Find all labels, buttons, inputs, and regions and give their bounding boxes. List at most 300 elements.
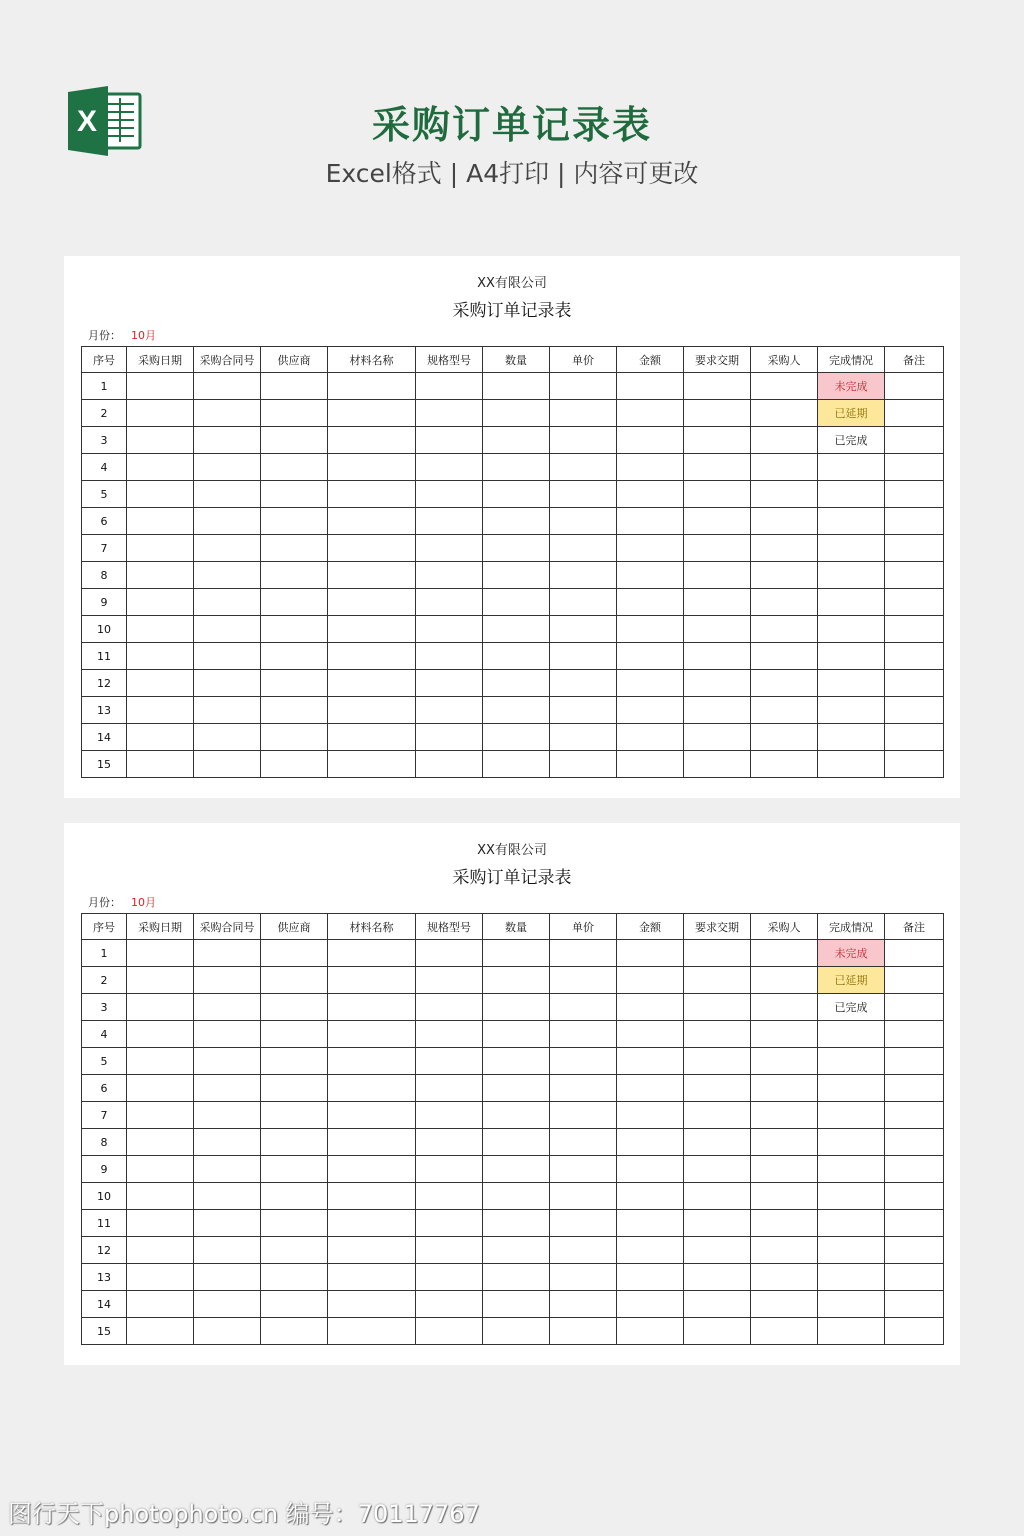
row-number: 3 <box>82 427 127 454</box>
table-cell <box>194 508 261 535</box>
status-badge: 已完成 <box>818 427 885 454</box>
column-header: 完成情况 <box>818 914 885 940</box>
table-cell <box>885 1210 944 1237</box>
table-cell <box>617 400 684 427</box>
row-number: 6 <box>82 1075 127 1102</box>
table-cell <box>550 1318 617 1345</box>
table-cell <box>550 373 617 400</box>
table-cell <box>818 724 885 751</box>
table-cell <box>818 643 885 670</box>
table-cell <box>127 697 194 724</box>
table-row <box>82 994 944 1021</box>
table-cell <box>261 1237 328 1264</box>
table-cell <box>194 1129 261 1156</box>
table-cell <box>751 562 818 589</box>
row-number: 12 <box>82 1237 127 1264</box>
table-cell <box>416 1021 483 1048</box>
table-cell <box>550 1129 617 1156</box>
table-cell <box>818 562 885 589</box>
table-cell <box>261 1183 328 1210</box>
table-row <box>82 427 944 454</box>
table-cell <box>194 400 261 427</box>
table-cell <box>194 940 261 967</box>
table-cell <box>751 1183 818 1210</box>
table-cell <box>751 373 818 400</box>
table-cell <box>483 670 550 697</box>
row-number: 4 <box>82 454 127 481</box>
table-cell <box>684 616 751 643</box>
table-cell <box>550 427 617 454</box>
table-cell <box>261 481 328 508</box>
table-row <box>82 1237 944 1264</box>
table-cell <box>483 1129 550 1156</box>
table-cell <box>617 670 684 697</box>
table-cell <box>550 589 617 616</box>
table-cell <box>617 373 684 400</box>
table-cell <box>328 994 416 1021</box>
table-cell <box>684 697 751 724</box>
table-cell <box>751 454 818 481</box>
column-header: 金额 <box>617 347 684 373</box>
table-cell <box>416 697 483 724</box>
table-cell <box>550 616 617 643</box>
table-cell <box>261 1129 328 1156</box>
table-cell <box>751 1264 818 1291</box>
table-cell <box>328 940 416 967</box>
table-cell <box>483 1048 550 1075</box>
table-cell <box>550 670 617 697</box>
row-number: 15 <box>82 1318 127 1345</box>
table-cell <box>550 994 617 1021</box>
column-header: 采购合同号 <box>194 914 261 940</box>
table-cell <box>617 1102 684 1129</box>
table-cell <box>751 1156 818 1183</box>
table-cell <box>885 724 944 751</box>
table-cell <box>885 589 944 616</box>
table-cell <box>550 1021 617 1048</box>
status-badge: 已完成 <box>818 994 885 1021</box>
table-cell <box>194 1102 261 1129</box>
table-cell <box>328 1237 416 1264</box>
table-cell <box>416 994 483 1021</box>
table-cell <box>127 427 194 454</box>
table-cell <box>751 994 818 1021</box>
table-cell <box>194 967 261 994</box>
table-cell <box>617 1129 684 1156</box>
table-cell <box>617 643 684 670</box>
table-cell <box>328 1048 416 1075</box>
table-cell <box>416 1156 483 1183</box>
column-header: 单价 <box>550 914 617 940</box>
table-cell <box>751 1075 818 1102</box>
table-cell <box>261 535 328 562</box>
table-cell <box>550 535 617 562</box>
table-cell <box>416 1075 483 1102</box>
month-label: 月份： <box>88 329 121 342</box>
table-header-row <box>82 914 944 940</box>
column-header: 要求交期 <box>684 914 751 940</box>
watermark: 图行天下photophoto.cn 编号：70117767 <box>8 1500 480 1528</box>
table-cell <box>684 1075 751 1102</box>
table-cell <box>261 1291 328 1318</box>
table-cell <box>483 697 550 724</box>
table-cell <box>127 1129 194 1156</box>
table-cell <box>550 1264 617 1291</box>
table-cell <box>483 616 550 643</box>
table-row <box>82 751 944 778</box>
table-cell <box>885 643 944 670</box>
row-number: 8 <box>82 1129 127 1156</box>
table-cell <box>127 1156 194 1183</box>
table-cell <box>617 751 684 778</box>
table-cell <box>818 670 885 697</box>
table-cell <box>194 1210 261 1237</box>
table-cell <box>483 427 550 454</box>
table-cell <box>416 373 483 400</box>
table-cell <box>617 454 684 481</box>
table-cell <box>751 940 818 967</box>
table-row <box>82 508 944 535</box>
table-cell <box>416 1264 483 1291</box>
table-cell <box>483 1210 550 1237</box>
table-cell <box>617 508 684 535</box>
table-cell <box>818 1075 885 1102</box>
table-cell <box>483 1291 550 1318</box>
table-cell <box>617 967 684 994</box>
table-cell <box>328 967 416 994</box>
table-cell <box>127 1075 194 1102</box>
table-cell <box>328 562 416 589</box>
table-cell <box>818 1183 885 1210</box>
logo-letter: X <box>76 105 98 138</box>
table-cell <box>617 1210 684 1237</box>
company-name: XX有限公司 <box>477 843 547 858</box>
table-cell <box>261 589 328 616</box>
column-header: 备注 <box>885 347 944 373</box>
table-cell <box>194 1264 261 1291</box>
table-cell <box>684 1210 751 1237</box>
table-cell <box>885 994 944 1021</box>
table-cell <box>483 1237 550 1264</box>
table-cell <box>818 589 885 616</box>
table-cell <box>127 994 194 1021</box>
table-cell <box>751 508 818 535</box>
table-cell <box>617 1318 684 1345</box>
column-header: 采购人 <box>751 347 818 373</box>
table-cell <box>684 481 751 508</box>
table-cell <box>416 1318 483 1345</box>
table-cell <box>684 967 751 994</box>
table-cell <box>416 751 483 778</box>
table-cell <box>550 508 617 535</box>
table-cell <box>328 1102 416 1129</box>
table-cell <box>483 373 550 400</box>
table-cell <box>885 670 944 697</box>
row-number: 1 <box>82 940 127 967</box>
row-number: 7 <box>82 535 127 562</box>
column-header: 数量 <box>483 347 550 373</box>
table-cell <box>483 481 550 508</box>
table-cell <box>684 1183 751 1210</box>
table-cell <box>751 967 818 994</box>
row-number: 11 <box>82 1210 127 1237</box>
table-cell <box>127 1210 194 1237</box>
table-cell <box>751 1129 818 1156</box>
table-cell <box>818 481 885 508</box>
table-cell <box>684 508 751 535</box>
table-cell <box>194 724 261 751</box>
table-cell <box>127 1318 194 1345</box>
table-row <box>82 1021 944 1048</box>
column-header: 采购合同号 <box>194 347 261 373</box>
table-cell <box>550 697 617 724</box>
table-cell <box>328 724 416 751</box>
column-header: 材料名称 <box>328 914 416 940</box>
column-header: 规格型号 <box>416 914 483 940</box>
table-cell <box>684 940 751 967</box>
sheet-preview-2 <box>64 823 960 1365</box>
table-row <box>82 1318 944 1345</box>
table-cell <box>684 589 751 616</box>
table-cell <box>483 1102 550 1129</box>
table-cell <box>550 562 617 589</box>
table-cell <box>550 1291 617 1318</box>
table-cell <box>818 697 885 724</box>
table-cell <box>617 481 684 508</box>
table-cell <box>194 562 261 589</box>
table-cell <box>550 940 617 967</box>
table-cell <box>261 940 328 967</box>
table-cell <box>550 481 617 508</box>
table-cell <box>483 1075 550 1102</box>
table-cell <box>483 562 550 589</box>
table-cell <box>684 1048 751 1075</box>
table-cell <box>885 1129 944 1156</box>
table-row <box>82 400 944 427</box>
table-cell <box>483 1021 550 1048</box>
table-cell <box>328 1318 416 1345</box>
table-cell <box>617 616 684 643</box>
table-row <box>82 1264 944 1291</box>
table-cell <box>818 1237 885 1264</box>
table-cell <box>261 1264 328 1291</box>
table-cell <box>416 724 483 751</box>
table-cell <box>194 1237 261 1264</box>
table-cell <box>617 1021 684 1048</box>
table-cell <box>416 427 483 454</box>
table-cell <box>684 1129 751 1156</box>
table-row <box>82 967 944 994</box>
table-cell <box>127 1021 194 1048</box>
table-cell <box>751 481 818 508</box>
table-cell <box>751 535 818 562</box>
table-cell <box>194 697 261 724</box>
table-cell <box>127 1102 194 1129</box>
table-cell <box>684 751 751 778</box>
table-cell <box>617 1048 684 1075</box>
table-row <box>82 697 944 724</box>
table-cell <box>194 589 261 616</box>
row-number: 13 <box>82 1264 127 1291</box>
table-cell <box>617 1075 684 1102</box>
table-cell <box>885 400 944 427</box>
table-cell <box>684 994 751 1021</box>
table-cell <box>483 940 550 967</box>
table-cell <box>194 751 261 778</box>
table-cell <box>617 535 684 562</box>
table-cell <box>261 1021 328 1048</box>
table-cell <box>550 454 617 481</box>
table-cell <box>127 481 194 508</box>
table-cell <box>751 1291 818 1318</box>
table-cell <box>416 1129 483 1156</box>
row-number: 7 <box>82 1102 127 1129</box>
table-cell <box>684 1156 751 1183</box>
table-cell <box>127 751 194 778</box>
table-row <box>82 670 944 697</box>
table-cell <box>818 1102 885 1129</box>
row-number: 9 <box>82 1156 127 1183</box>
table-cell <box>617 1237 684 1264</box>
table-cell <box>885 1156 944 1183</box>
table-cell <box>261 616 328 643</box>
table-cell <box>416 670 483 697</box>
table-cell <box>483 643 550 670</box>
table-row <box>82 643 944 670</box>
table-row <box>82 616 944 643</box>
table-cell <box>550 400 617 427</box>
sheet-title: 采购订单记录表 <box>452 868 572 888</box>
table-row <box>82 535 944 562</box>
table-cell <box>261 724 328 751</box>
table-cell <box>194 670 261 697</box>
column-header: 数量 <box>483 914 550 940</box>
table-cell <box>483 508 550 535</box>
table-cell <box>617 1156 684 1183</box>
table-row <box>82 1075 944 1102</box>
table-cell <box>416 1210 483 1237</box>
table-cell <box>416 562 483 589</box>
table-cell <box>617 697 684 724</box>
table-cell <box>328 1291 416 1318</box>
table-cell <box>818 508 885 535</box>
order-table <box>81 913 944 1345</box>
table-cell <box>328 1264 416 1291</box>
company-name: XX有限公司 <box>477 276 547 291</box>
table-cell <box>261 400 328 427</box>
row-number: 6 <box>82 508 127 535</box>
table-cell <box>261 697 328 724</box>
table-cell <box>127 1183 194 1210</box>
table-cell <box>885 373 944 400</box>
table-row <box>82 481 944 508</box>
row-number: 3 <box>82 994 127 1021</box>
table-cell <box>751 724 818 751</box>
table-cell <box>127 1237 194 1264</box>
order-table <box>81 346 944 778</box>
table-cell <box>416 1183 483 1210</box>
table-cell <box>127 508 194 535</box>
table-cell <box>483 967 550 994</box>
row-number: 9 <box>82 589 127 616</box>
table-cell <box>885 967 944 994</box>
table-cell <box>751 589 818 616</box>
table-cell <box>127 670 194 697</box>
table-cell <box>751 697 818 724</box>
table-cell <box>684 670 751 697</box>
column-header: 金额 <box>617 914 684 940</box>
table-row <box>82 589 944 616</box>
table-cell <box>416 400 483 427</box>
table-cell <box>261 1156 328 1183</box>
table-cell <box>328 589 416 616</box>
table-cell <box>261 454 328 481</box>
row-number: 14 <box>82 724 127 751</box>
table-cell <box>194 1021 261 1048</box>
table-cell <box>261 1318 328 1345</box>
table-cell <box>885 508 944 535</box>
table-cell <box>261 1075 328 1102</box>
table-cell <box>194 1075 261 1102</box>
month-value: 10月 <box>131 329 156 342</box>
status-badge: 已延期 <box>818 967 885 994</box>
table-cell <box>483 454 550 481</box>
table-cell <box>818 1129 885 1156</box>
table-cell <box>684 1237 751 1264</box>
row-number: 5 <box>82 1048 127 1075</box>
table-cell <box>261 1048 328 1075</box>
month-row <box>88 327 156 343</box>
table-cell <box>328 508 416 535</box>
table-cell <box>127 643 194 670</box>
table-cell <box>127 1048 194 1075</box>
column-header: 要求交期 <box>684 347 751 373</box>
table-row <box>82 1210 944 1237</box>
table-cell <box>483 1264 550 1291</box>
table-cell <box>684 1318 751 1345</box>
table-row <box>82 562 944 589</box>
table-cell <box>261 562 328 589</box>
row-number: 14 <box>82 1291 127 1318</box>
column-header: 采购日期 <box>127 347 194 373</box>
table-cell <box>127 535 194 562</box>
table-cell <box>328 481 416 508</box>
table-cell <box>885 535 944 562</box>
column-header: 供应商 <box>261 347 328 373</box>
column-header: 供应商 <box>261 914 328 940</box>
table-cell <box>328 1129 416 1156</box>
table-cell <box>416 589 483 616</box>
table-row <box>82 1129 944 1156</box>
table-cell <box>416 967 483 994</box>
month-label: 月份： <box>88 896 121 909</box>
row-number: 10 <box>82 616 127 643</box>
table-cell <box>684 373 751 400</box>
table-cell <box>328 1021 416 1048</box>
table-cell <box>751 427 818 454</box>
table-cell <box>550 1048 617 1075</box>
table-cell <box>885 1183 944 1210</box>
table-cell <box>194 1156 261 1183</box>
table-cell <box>885 1264 944 1291</box>
table-cell <box>885 1048 944 1075</box>
table-row <box>82 1048 944 1075</box>
table-cell <box>194 535 261 562</box>
row-number: 1 <box>82 373 127 400</box>
row-number: 4 <box>82 1021 127 1048</box>
table-cell <box>550 1075 617 1102</box>
table-cell <box>416 1291 483 1318</box>
